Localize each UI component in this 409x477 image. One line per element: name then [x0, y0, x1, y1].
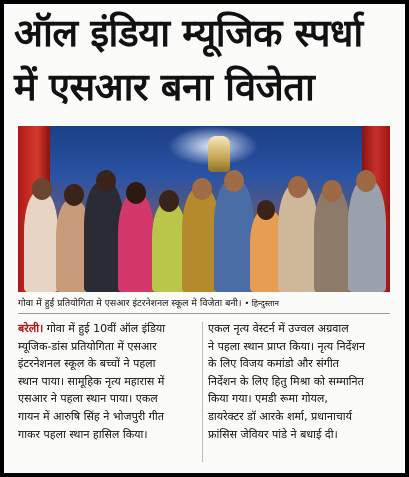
article-line: ने पहला स्थान प्राप्त किया। नृत्य निर्देशन — [208, 339, 366, 353]
person-figure — [24, 192, 58, 292]
person-head — [192, 178, 212, 200]
article-column-left — [18, 320, 202, 443]
article-line: गाकर पहला स्थान हासिल किया। — [18, 427, 148, 441]
column-divider — [202, 322, 203, 462]
headline-line-1: ऑल इंडिया म्यूजिक स्पर्धा — [14, 11, 363, 55]
article-line: फ्रांसिस जेवियर पांडे ने बधाई दी। — [208, 427, 338, 441]
article-line: म्यूजिक-डांस प्रतियोगिता में एसआर — [18, 339, 157, 353]
article-line: किया गया। एमडी रूमा गोयल, — [208, 392, 328, 406]
trophy-icon — [208, 136, 230, 172]
person-head — [356, 170, 376, 192]
person-figure — [314, 188, 350, 292]
caption-source: • हिन्दुस्तान — [244, 299, 279, 308]
article-column-right — [208, 320, 392, 443]
article-line: इंटरनेशनल स्कूल के बच्चों ने पहला — [18, 357, 156, 371]
caption-text: गोवा में हुई प्रतियोगिता मे एसआर इंटरनेशनल स्कूल मे विजेता बनी। — [18, 298, 242, 309]
article-line: गायन में आरुषि सिंह ने भोजपुरी गीत — [18, 409, 164, 423]
person-figure — [278, 184, 318, 292]
dateline: बरेली। — [18, 322, 44, 335]
person-head — [159, 190, 179, 212]
person-head — [126, 182, 146, 204]
person-head — [322, 180, 342, 202]
person-head — [96, 170, 116, 192]
article-line: निर्देशन के लिए हितु मिश्रा को सम्मानित — [208, 374, 364, 388]
article-line: के लिए विजय कमांडो और संगीत — [208, 357, 339, 371]
article-line: डायरेक्टर डॉ आरके शर्मा, प्रधानाचार्य — [208, 409, 353, 423]
person-figure — [214, 180, 254, 292]
person-head — [257, 200, 275, 220]
person-head — [64, 184, 84, 206]
person-figure — [152, 202, 186, 292]
newspaper-clipping — [4, 4, 405, 473]
headline-line-2: में एसआर बना विजेता — [14, 65, 315, 109]
article-line: एकल नृत्य वेस्टर्न में उज्वल अग्रवाल — [208, 322, 349, 335]
person-head — [288, 176, 308, 198]
article-line: एसआर ने पहला स्थान पाया। एकल — [18, 392, 158, 406]
photo-caption — [18, 296, 390, 314]
person-head — [224, 170, 244, 192]
article-line — [18, 320, 202, 338]
person-head — [32, 178, 52, 200]
person-figure — [348, 180, 386, 292]
article-line: स्थान पाया। सामूहिक नृत्य महारास में — [18, 374, 165, 388]
article-line-text: गोवा में हुई 10वीं ऑल इंडिया — [43, 322, 166, 335]
person-figure — [118, 194, 154, 292]
winners-photo — [18, 126, 390, 292]
